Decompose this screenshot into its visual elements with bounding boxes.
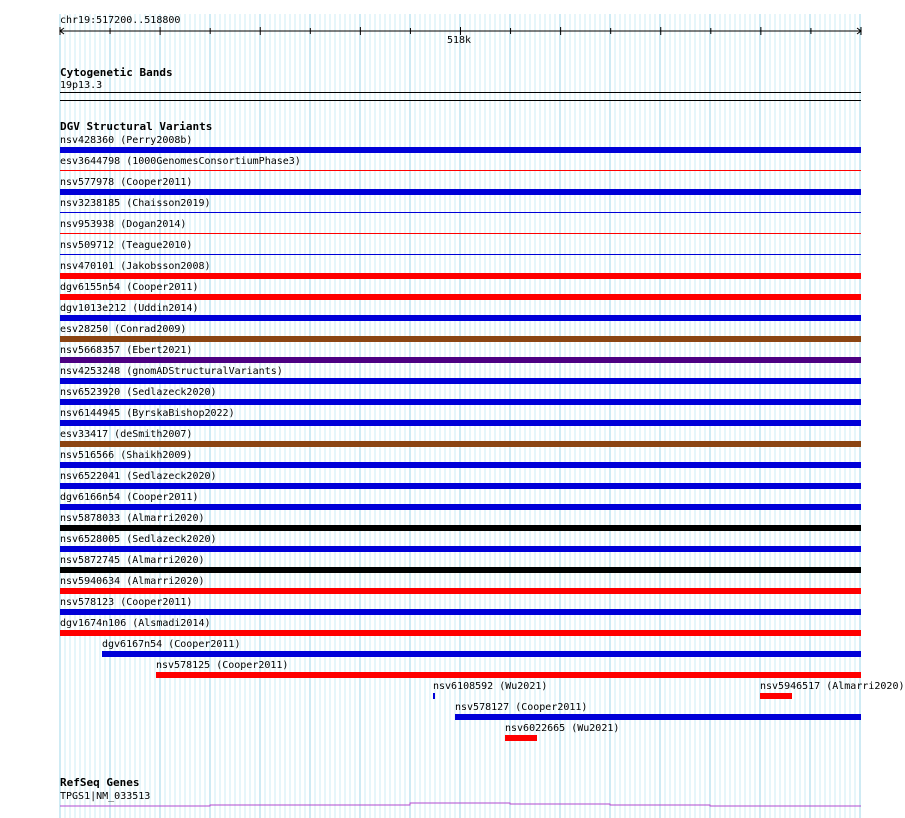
variant-label[interactable]: nsv5668357 (Ebert2021)	[60, 345, 193, 356]
variant-label[interactable]: esv3644798 (1000GenomesConsortiumPhase3)	[60, 156, 301, 167]
variant-label[interactable]: dgv1674n106 (Alsmadi2014)	[60, 618, 211, 629]
variant-label[interactable]: dgv6167n54 (Cooper2011)	[102, 639, 241, 650]
variant-bar[interactable]	[60, 525, 861, 531]
variant-bar[interactable]	[60, 504, 861, 510]
variant-label[interactable]: nsv470101 (Jakobsson2008)	[60, 261, 211, 272]
variant-label[interactable]: nsv953938 (Dogan2014)	[60, 219, 187, 230]
variant-bar[interactable]	[60, 567, 861, 573]
variant-bar[interactable]	[455, 714, 861, 720]
cytoband-band-line[interactable]	[60, 92, 861, 93]
variant-bar[interactable]	[60, 588, 861, 594]
dgv-track-title[interactable]: DGV Structural Variants	[60, 120, 213, 133]
variant-label[interactable]: nsv6528005 (Sedlazeck2020)	[60, 534, 217, 545]
variant-label[interactable]: nsv577978 (Cooper2011)	[60, 177, 193, 188]
variant-bar[interactable]	[60, 147, 861, 153]
cytoband-track-title[interactable]: Cytogenetic Bands	[60, 66, 173, 79]
variant-label[interactable]: nsv578127 (Cooper2011)	[455, 702, 588, 713]
variant-bar[interactable]	[60, 441, 861, 447]
variant-bar[interactable]	[60, 546, 861, 552]
variant-label[interactable]: nsv516566 (Shaikh2009)	[60, 450, 193, 461]
variant-bar[interactable]	[156, 672, 861, 678]
variant-bar[interactable]	[60, 273, 861, 279]
variant-bar[interactable]	[60, 336, 861, 342]
variant-label[interactable]: nsv6523920 (Sedlazeck2020)	[60, 387, 217, 398]
cytoband-label: 19p13.3	[60, 80, 103, 91]
variant-label[interactable]: nsv578125 (Cooper2011)	[156, 660, 289, 671]
variant-bar[interactable]	[60, 357, 861, 363]
variant-bar[interactable]	[505, 735, 537, 741]
variant-bar[interactable]	[60, 630, 861, 636]
variant-label[interactable]: nsv5872745 (Almarri2020)	[60, 555, 205, 566]
variant-bar[interactable]	[102, 651, 861, 657]
variant-label[interactable]: esv33417 (deSmith2007)	[60, 429, 193, 440]
variant-label[interactable]: nsv6108592 (Wu2021)	[433, 681, 548, 692]
variant-bar[interactable]	[60, 378, 861, 384]
variant-bar[interactable]	[60, 483, 861, 489]
variant-bar[interactable]	[60, 254, 861, 255]
variant-bar[interactable]	[60, 212, 861, 213]
variant-label[interactable]: nsv4253248 (gnomADStructuralVariants)	[60, 366, 283, 377]
variant-bar[interactable]	[60, 315, 861, 321]
variant-bar[interactable]	[60, 609, 861, 615]
ruler-tick-label: 518k	[447, 35, 472, 46]
variant-label[interactable]: dgv6155n54 (Cooper2011)	[60, 282, 199, 293]
variant-bar[interactable]	[433, 693, 435, 699]
variant-label[interactable]: nsv5946517 (Almarri2020)	[760, 681, 905, 692]
variant-label[interactable]: nsv6022665 (Wu2021)	[505, 723, 620, 734]
variant-label[interactable]: dgv6166n54 (Cooper2011)	[60, 492, 199, 503]
variant-label[interactable]: nsv578123 (Cooper2011)	[60, 597, 193, 608]
variant-label[interactable]: nsv5878033 (Almarri2020)	[60, 513, 205, 524]
variant-bar[interactable]	[60, 294, 861, 300]
variant-bar[interactable]	[60, 189, 861, 195]
variant-bar[interactable]	[60, 233, 861, 234]
variant-label[interactable]: nsv5940634 (Almarri2020)	[60, 576, 205, 587]
variant-bar[interactable]	[60, 420, 861, 426]
track-separator	[60, 100, 861, 101]
variant-label[interactable]: nsv6522041 (Sedlazeck2020)	[60, 471, 217, 482]
refseq-gene-feature[interactable]	[60, 800, 861, 810]
refseq-gene-label[interactable]: TPGS1|NM_033513	[60, 791, 151, 802]
variant-label[interactable]: nsv3238185 (Chaisson2019)	[60, 198, 211, 209]
variant-bar[interactable]	[60, 399, 861, 405]
variant-label[interactable]: nsv428360 (Perry2008b)	[60, 135, 193, 146]
variant-label[interactable]: dgv1013e212 (Uddin2014)	[60, 303, 199, 314]
variant-bar[interactable]	[760, 693, 792, 699]
ruler-position: chr19:517200..518800	[60, 15, 181, 26]
refseq-track-title[interactable]: RefSeq Genes	[60, 776, 140, 789]
variant-bar[interactable]	[60, 462, 861, 468]
variant-label[interactable]: nsv6144945 (ByrskaBishop2022)	[60, 408, 235, 419]
variant-label[interactable]: esv28250 (Conrad2009)	[60, 324, 187, 335]
variant-bar[interactable]	[60, 170, 861, 171]
variant-label[interactable]: nsv509712 (Teague2010)	[60, 240, 193, 251]
